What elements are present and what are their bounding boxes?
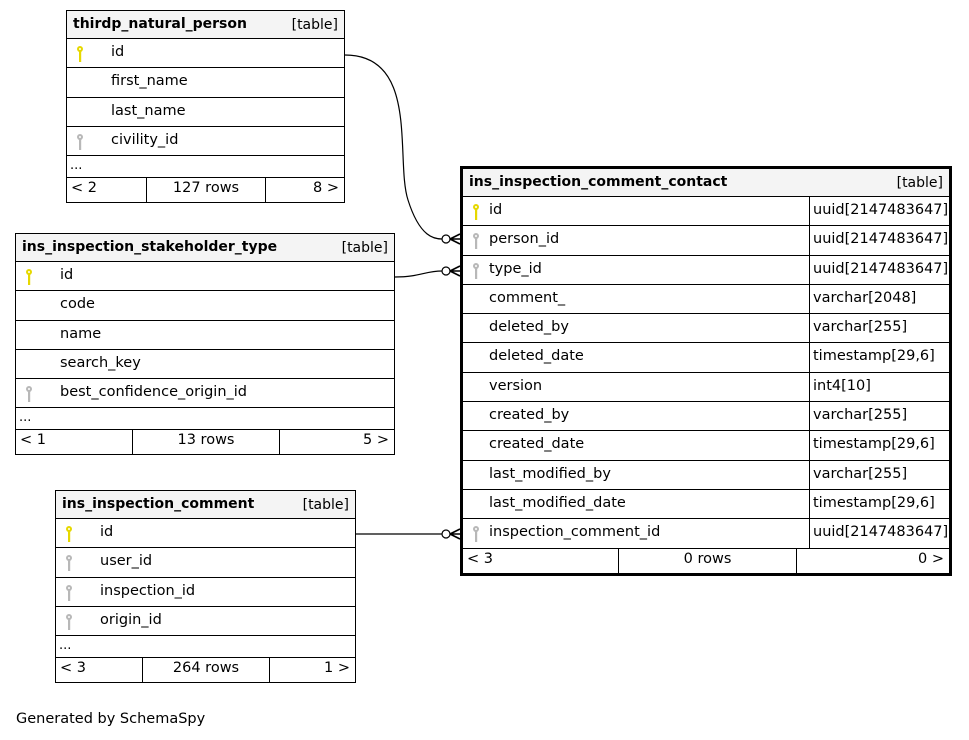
column-name: user_id xyxy=(100,553,153,570)
column-name: civility_id xyxy=(111,131,179,148)
column-name: id xyxy=(111,44,125,60)
table-ins-inspection-comment-contact[interactable] xyxy=(460,166,952,576)
row-count: 127 rows xyxy=(147,178,266,202)
foreign-key-icon xyxy=(75,133,85,151)
row-count: 0 rows xyxy=(619,549,797,573)
column-row-person-id[interactable] xyxy=(463,226,949,255)
no-key-spacer xyxy=(24,297,34,315)
no-key-spacer xyxy=(24,356,34,374)
table-ins-inspection-stakeholder-type[interactable] xyxy=(15,233,395,455)
column-row-search-key[interactable] xyxy=(16,350,394,379)
foreign-key-icon xyxy=(471,232,481,250)
column-type: varchar[255] xyxy=(809,402,949,430)
table-name[interactable]: ins_inspection_comment xyxy=(62,496,255,512)
table-name[interactable]: thirdp_natural_person xyxy=(73,16,247,32)
column-type: timestamp[29,6] xyxy=(809,431,949,459)
column-type: uuid[2147483647] xyxy=(809,256,949,284)
no-key-spacer xyxy=(471,349,481,367)
table-name[interactable]: ins_inspection_stakeholder_type xyxy=(22,239,278,255)
column-row-inspection-id[interactable] xyxy=(56,578,355,607)
no-key-spacer xyxy=(75,74,85,92)
column-name: deleted_by xyxy=(489,319,569,336)
crows-foot-icon xyxy=(450,529,460,539)
column-name: type_id xyxy=(489,260,542,277)
column-row-last-modified-date[interactable] xyxy=(463,490,949,519)
column-type: timestamp[29,6] xyxy=(809,490,949,518)
column-row-first-name[interactable] xyxy=(67,68,344,97)
column-name: code xyxy=(60,296,95,313)
column-name: comment_ xyxy=(489,289,566,306)
table-header[interactable] xyxy=(463,169,949,197)
optional-circle-icon xyxy=(442,530,450,538)
column-row-name[interactable] xyxy=(16,321,394,350)
table-footer xyxy=(56,658,355,682)
parents-count[interactable]: < 3 xyxy=(463,549,619,573)
column-name: person_id xyxy=(489,231,560,248)
table-header[interactable] xyxy=(67,11,344,39)
primary-key-icon xyxy=(75,45,85,63)
crows-foot-icon xyxy=(450,266,460,276)
column-name: origin_id xyxy=(100,611,162,628)
column-type: uuid[2147483647] xyxy=(809,519,949,547)
table-header[interactable] xyxy=(56,491,355,519)
foreign-key-icon xyxy=(471,525,481,543)
crows-foot-icon xyxy=(450,234,460,244)
no-key-spacer xyxy=(471,496,481,514)
column-name: version xyxy=(489,377,543,394)
column-row-id[interactable] xyxy=(463,197,949,226)
parents-count[interactable]: < 2 xyxy=(67,178,147,202)
column-type: varchar[255] xyxy=(809,461,949,489)
relationship-person[interactable] xyxy=(345,55,460,244)
table-footer xyxy=(16,430,394,454)
table-footer xyxy=(463,549,949,573)
no-key-spacer xyxy=(471,379,481,397)
table-name[interactable]: ins_inspection_comment_contact xyxy=(469,174,728,190)
table-header[interactable] xyxy=(16,234,394,262)
children-count[interactable]: 8 > xyxy=(313,180,339,197)
column-name: deleted_date xyxy=(489,348,584,365)
column-name: inspection_comment_id xyxy=(489,524,661,541)
no-key-spacer xyxy=(75,104,85,122)
column-name: name xyxy=(60,325,102,342)
relationship-type[interactable] xyxy=(395,266,460,277)
row-count: 13 rows xyxy=(133,430,280,454)
column-type: uuid[2147483647] xyxy=(809,197,949,225)
column-row-deleted-by[interactable] xyxy=(463,314,949,343)
more-columns-ellipsis: ... xyxy=(16,408,394,430)
column-row-code[interactable] xyxy=(16,291,394,320)
column-row-created-by[interactable] xyxy=(463,402,949,431)
primary-key-icon xyxy=(64,525,74,543)
column-row-comment-[interactable] xyxy=(463,285,949,314)
optional-circle-icon xyxy=(442,267,450,275)
column-name: inspection_id xyxy=(100,582,196,599)
primary-key-icon xyxy=(24,268,34,286)
more-columns-ellipsis: ... xyxy=(56,636,355,658)
column-type: varchar[2048] xyxy=(809,285,949,313)
children-count[interactable]: 5 > xyxy=(363,432,389,449)
no-key-spacer xyxy=(471,320,481,338)
no-key-spacer xyxy=(24,327,34,345)
table-kind: [table] xyxy=(291,17,338,33)
table-kind: [table] xyxy=(896,175,943,191)
parents-count[interactable]: < 1 xyxy=(16,430,133,454)
column-row-created-date[interactable] xyxy=(463,431,949,460)
column-name: last_name xyxy=(111,102,186,119)
children-count[interactable]: 0 > xyxy=(918,550,944,567)
column-name: search_key xyxy=(60,354,141,371)
column-row-user-id[interactable] xyxy=(56,548,355,577)
parents-count[interactable]: < 3 xyxy=(56,658,143,682)
column-type: int4[10] xyxy=(809,373,949,401)
column-name: created_date xyxy=(489,436,585,453)
column-type: timestamp[29,6] xyxy=(809,343,949,371)
table-kind: [table] xyxy=(341,240,388,256)
column-name: created_by xyxy=(489,407,570,424)
column-row-origin-id[interactable] xyxy=(56,607,355,636)
column-name: id xyxy=(489,202,503,218)
row-count: 264 rows xyxy=(143,658,270,682)
more-columns-ellipsis: ... xyxy=(67,156,344,178)
column-row-id[interactable] xyxy=(56,519,355,548)
column-row-id[interactable] xyxy=(16,262,394,291)
foreign-key-icon xyxy=(64,613,74,631)
column-name: last_modified_by xyxy=(489,465,611,482)
generated-by-credit: Generated by SchemaSpy xyxy=(16,711,206,727)
relationship-inspection-comment[interactable] xyxy=(356,529,460,539)
foreign-key-icon xyxy=(24,385,34,403)
column-row-id[interactable] xyxy=(67,39,344,68)
column-row-last-modified-by[interactable] xyxy=(463,461,949,490)
column-type: varchar[255] xyxy=(809,314,949,342)
primary-key-icon xyxy=(471,203,481,221)
column-type: uuid[2147483647] xyxy=(809,226,949,254)
column-name: best_confidence_origin_id xyxy=(60,384,248,401)
foreign-key-icon xyxy=(471,262,481,280)
foreign-key-icon xyxy=(64,554,74,572)
table-kind: [table] xyxy=(302,497,349,513)
no-key-spacer xyxy=(471,467,481,485)
table-ins-inspection-comment[interactable] xyxy=(55,490,356,683)
column-name: last_modified_date xyxy=(489,494,626,511)
column-row-deleted-date[interactable] xyxy=(463,343,949,372)
column-row-civility-id[interactable] xyxy=(67,127,344,156)
table-thirdp-natural-person[interactable] xyxy=(66,10,345,203)
column-row-best-confidence-origin-id[interactable] xyxy=(16,379,394,408)
no-key-spacer xyxy=(471,408,481,426)
no-key-spacer xyxy=(471,291,481,309)
children-count[interactable]: 1 > xyxy=(324,660,350,677)
column-row-last-name[interactable] xyxy=(67,98,344,127)
foreign-key-icon xyxy=(64,584,74,602)
column-name: id xyxy=(100,524,114,540)
table-footer xyxy=(67,178,344,202)
column-row-type-id[interactable] xyxy=(463,256,949,285)
column-row-version[interactable] xyxy=(463,373,949,402)
no-key-spacer xyxy=(471,437,481,455)
column-name: id xyxy=(60,267,74,283)
column-name: first_name xyxy=(111,73,188,90)
column-row-inspection-comment-id[interactable] xyxy=(463,519,949,548)
optional-circle-icon xyxy=(442,235,450,243)
